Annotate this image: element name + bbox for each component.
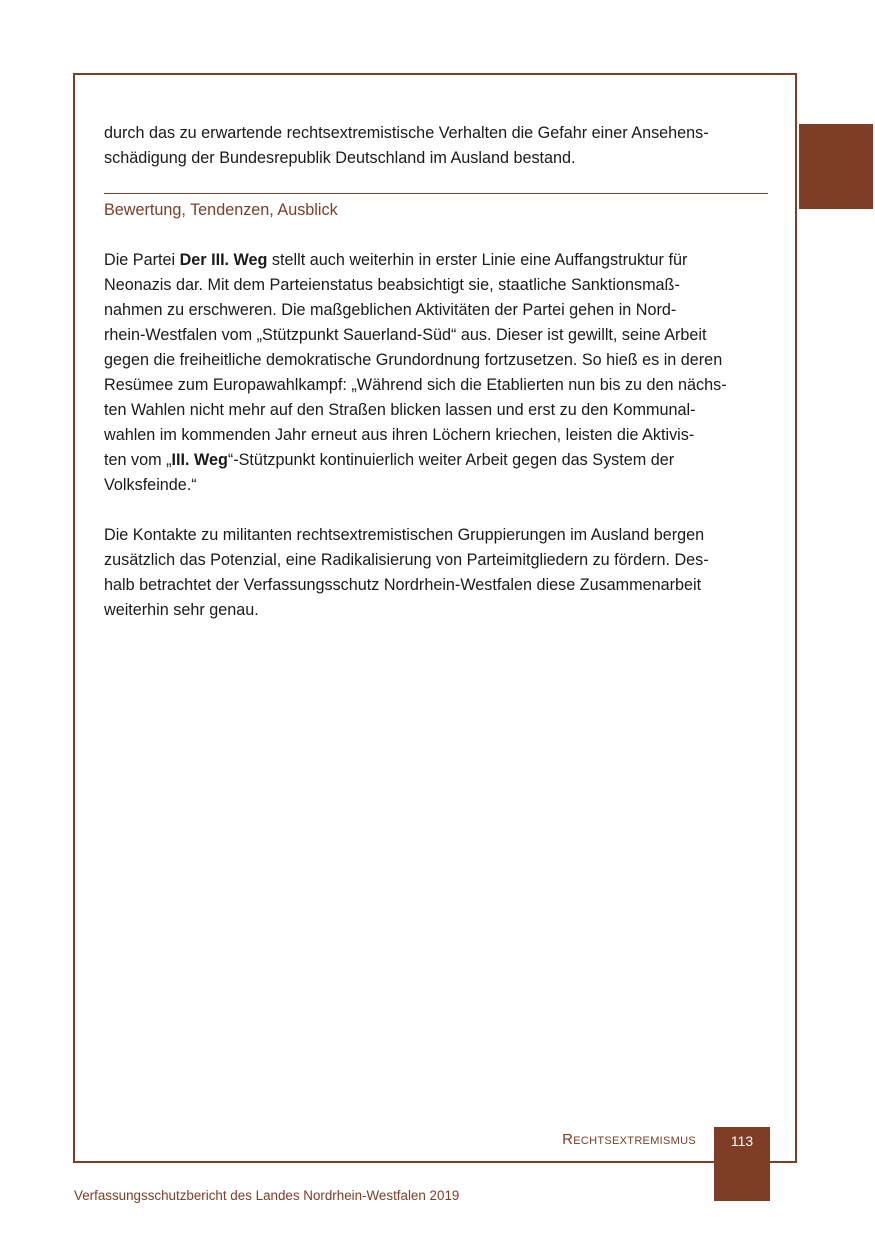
p1-line-3: nahmen zu erschweren. Die maßgeblichen Aktivitäten der Partei gehen in Nord-: [104, 301, 677, 319]
publication-footer: Verfassungsschutzbericht des Landes Nordrhein-Westfalen 2019: [74, 1188, 460, 1203]
p1-line-9b: “-Stützpunkt kontinuierlich weiter Arbeit gegen das System der: [227, 451, 675, 469]
intro-line-2: schädigung der Bundesrepublik Deutschland im Ausland bestand.: [104, 149, 576, 167]
section-divider: [104, 193, 768, 194]
p1-line-4: rhein-Westfalen vom „Stützpunkt Sauerland-Süd“ aus. Dieser ist gewillt, seine Arbeit: [104, 326, 707, 344]
intro-paragraph: [104, 121, 772, 171]
p1-line-2: Neonazis dar. Mit dem Parteienstatus beabsichtigt sie, staatliche Sanktionsmaß-: [104, 276, 680, 294]
p2-line-3: halb betrachtet der Verfassungsschutz Nordrhein-Westfalen diese Zusammenarbeit: [104, 576, 702, 594]
section-heading: Bewertung, Tendenzen, Ausblick: [104, 201, 338, 219]
p2-line-2: zusätzlich das Potenzial, eine Radikalisierung von Parteimitgliedern zu fördern. Des-: [104, 551, 709, 569]
page-number-box: [714, 1127, 770, 1201]
p1-line-1a: Die Partei: [104, 251, 180, 269]
paragraph-2: [104, 523, 772, 623]
intro-line-1: durch das zu erwartende rechtsextremistische Verhalten die Gefahr einer Ansehens-: [104, 124, 709, 142]
p1-line-8: wahlen im kommenden Jahr erneut aus ihren Löchern kriechen, leisten die Aktivis-: [104, 426, 695, 444]
paragraph-1: [104, 248, 772, 498]
p1-line-7: ten Wahlen nicht mehr auf den Straßen blicken lassen und erst zu den Kommunal-: [104, 401, 696, 419]
p1-line-6: Resümee zum Europawahlkampf: „Während sich die Etablierten nun bis zu den nächs-: [104, 376, 727, 394]
p1-line-1b: stellt auch weiterhin in erster Linie eine Auffangstruktur für: [267, 251, 688, 269]
chapter-side-tab: [799, 124, 873, 209]
p1-line-10: Volksfeinde.“: [104, 476, 197, 494]
p2-line-4: weiterhin sehr genau.: [104, 601, 259, 619]
p1-line-9a: ten vom „: [104, 451, 172, 469]
p1-line-5: gegen die freiheitliche demokratische Grundordnung fortzusetzen. So hieß es in deren: [104, 351, 723, 369]
page-content: [104, 121, 772, 648]
party-short-name-bold: III. Weg: [171, 451, 228, 469]
page-number: 113: [730, 1133, 754, 1149]
chapter-label: Rechtsextremismus: [562, 1131, 696, 1148]
p2-line-1: Die Kontakte zu militanten rechtsextremistischen Gruppierungen im Ausland bergen: [104, 526, 705, 544]
party-name-bold: Der III. Weg: [179, 251, 268, 269]
